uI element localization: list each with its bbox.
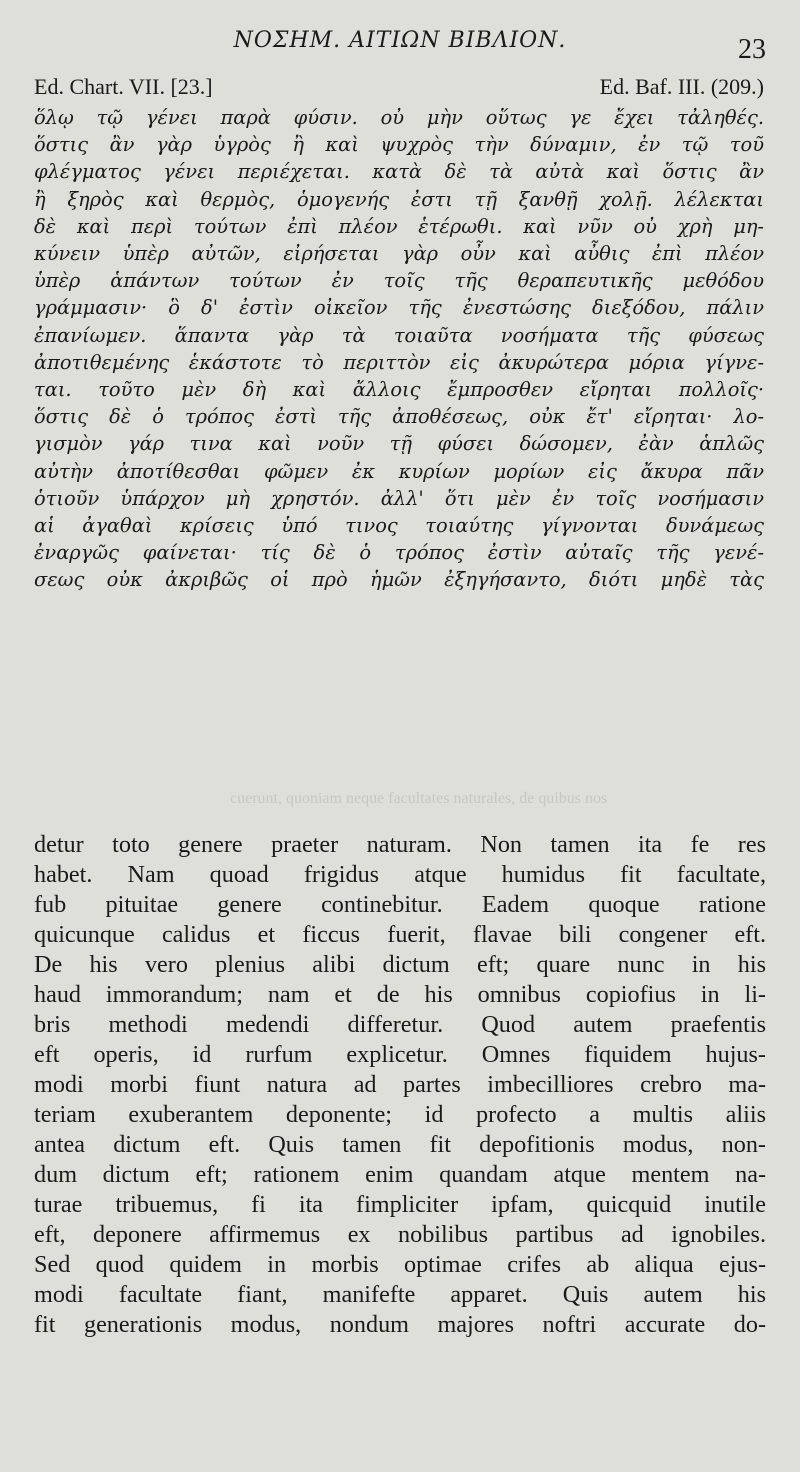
greek-text-line: ὁτιοῦν ὑπάρχον μὴ χρηστόν. ἀλλ' ὅτι μὲν ἐν τοῖς νοσήμασιν [34,486,764,510]
latin-text-line: turae tribuemus, fi ita fimpliciter ipfam, quicquid inutile [34,1191,766,1218]
greek-text-line: ὑπὲρ ἁπάντων τούτων ἐν τοῖς τῆς θεραπευτικῆς μεθόδου [34,269,764,293]
greek-text-line: ἐναργῶς φαίνεται· τίς δὲ ὁ τρόπος ἐστὶν αὐταῖς τῆς γενέ- [34,541,764,565]
latin-text-line: habet. Nam quoad frigidus atque humidus fit facultate, [34,861,766,888]
latin-text-line: eft, deponere affirmemus ex nobilibus partibus ad ignobiles. [34,1221,766,1248]
latin-text-block [34,830,766,1340]
latin-text-line: bris methodi medendi differetur. Quod autem praefentis [34,1011,766,1038]
edition-reference-line [34,74,764,100]
latin-text-line: Sed quod quidem in morbis optimae crifes ab aliqua ejus- [34,1251,766,1278]
greek-text-line: ἀποτιθεμένης ἑκάστοτε τὸ περιττὸν εἰς ἀκυρώτερα μόρια γίγνε- [34,350,764,374]
latin-text-line: detur toto genere praeter naturam. Non tamen ita fe res [34,831,766,858]
greek-text-block [34,104,764,594]
greek-text-line: γισμὸν γάρ τινα καὶ νοῦν τῇ φύσει δώσομεν, ἐὰν ἁπλῶς [34,432,764,456]
greek-text-line: αὐτὴν ἀποτίθεσθαι φῶμεν ἐκ κυρίων μορίων εἰς ἄκυρα πᾶν [34,459,764,483]
latin-text-line: quicunque calidus et ficcus fuerit, flavae bili congener eft. [34,921,766,948]
latin-text-line: dum dictum eft; rationem enim quandam atque mentem na- [34,1161,766,1188]
edition-reference-right: Ed. Baf. III. (209.) [599,74,764,99]
page-number: 23 [738,34,766,65]
latin-text-line: teriam exuberantem deponente; id profecto a multis aliis [34,1101,766,1128]
greek-text-line: ἐπανίωμεν. ἅπαντα γὰρ τὰ τοιαῦτα νοσήματα τῆς φύσεως [34,323,764,347]
greek-text-line: γράμμασιν· ὃ δ' ἐστὶν οἰκεῖον τῆς ἐνεστώσης διεξόδου, πάλιν [34,296,764,320]
latin-text-line: fub pituitae genere continebitur. Eadem quoque ratione [34,891,766,918]
greek-text-line: φλέγματος γένει περιέχεται. κατὰ δὲ τὰ αὐτὰ καὶ ὅστις ἂν [34,160,764,184]
latin-text-line: modi facultate fiant, manifefte apparet. Quis autem his [34,1281,766,1308]
greek-text-line: ὅλῳ τῷ γένει παρὰ φύσιν. οὐ μὴν οὕτως γε ἔχει τἀληθές. [34,106,764,129]
latin-text-line: modi morbi fiunt natura ad partes imbecilliores crebro ma- [34,1071,766,1098]
latin-text-line: fit generationis modus, nondum majores noftri accurate do- [34,1311,766,1338]
greek-text-line: δὲ καὶ περὶ τούτων ἐπὶ πλέον ἑτέρωθι. καὶ νῦν οὐ χρὴ μη- [34,214,764,238]
running-title: ΝΟΣΗΜ. ΑΙΤΙΩΝ ΒΙΒΛΙΟΝ. [233,28,567,53]
bleed-through-text: cuerunt, quoniam neque facultates naturales, de quibus nos [230,790,608,807]
greek-text-line: κύνειν ὑπὲρ αὐτῶν, εἰρήσεται γὰρ οὖν καὶ αὖθις ἐπὶ πλέον [34,242,764,266]
greek-text-line: σεως οὐκ ἀκριβῶς οἱ πρὸ ἡμῶν ἐξηγήσαντο, διότι μηδὲ τὰς [34,568,764,592]
greek-text-line: ἢ ξηρὸς καὶ θερμὸς, ὁμογενής ἐστι τῇ ξανθῇ χολῇ. λέλεκται [34,187,764,211]
greek-text-line: ται. τοῦτο μὲν δὴ καὶ ἄλλοις ἔμπροσθεν εἴρηται πολλοῖς· [34,378,764,402]
latin-text-line: De his vero plenius alibi dictum eft; quare nunc in his [34,951,766,978]
greek-text-line: ὅστις ἂν γὰρ ὑγρὸς ἢ καὶ ψυχρὸς τὴν δύναμιν, ἐν τῷ τοῦ [34,133,764,157]
edition-reference-left: Ed. Chart. VII. [23.] [34,74,213,99]
greek-text-line: ὅστις δὲ ὁ τρόπος ἐστὶ τῆς ἀποθέσεως, οὐκ ἔτ' εἴρηται· λο- [34,405,764,429]
latin-text-line: eft operis, id rurfum explicetur. Omnes fiquidem hujus- [34,1041,766,1068]
latin-text-line: antea dictum eft. Quis tamen fit depofitionis modus, non- [34,1131,766,1158]
greek-text-line: αἱ ἀγαθαὶ κρίσεις ὑπό τινος τοιαύτης γίγνονται δυνάμεως [34,514,764,538]
latin-text-line: haud immorandum; nam et de his omnibus copiofius in li- [34,981,766,1008]
